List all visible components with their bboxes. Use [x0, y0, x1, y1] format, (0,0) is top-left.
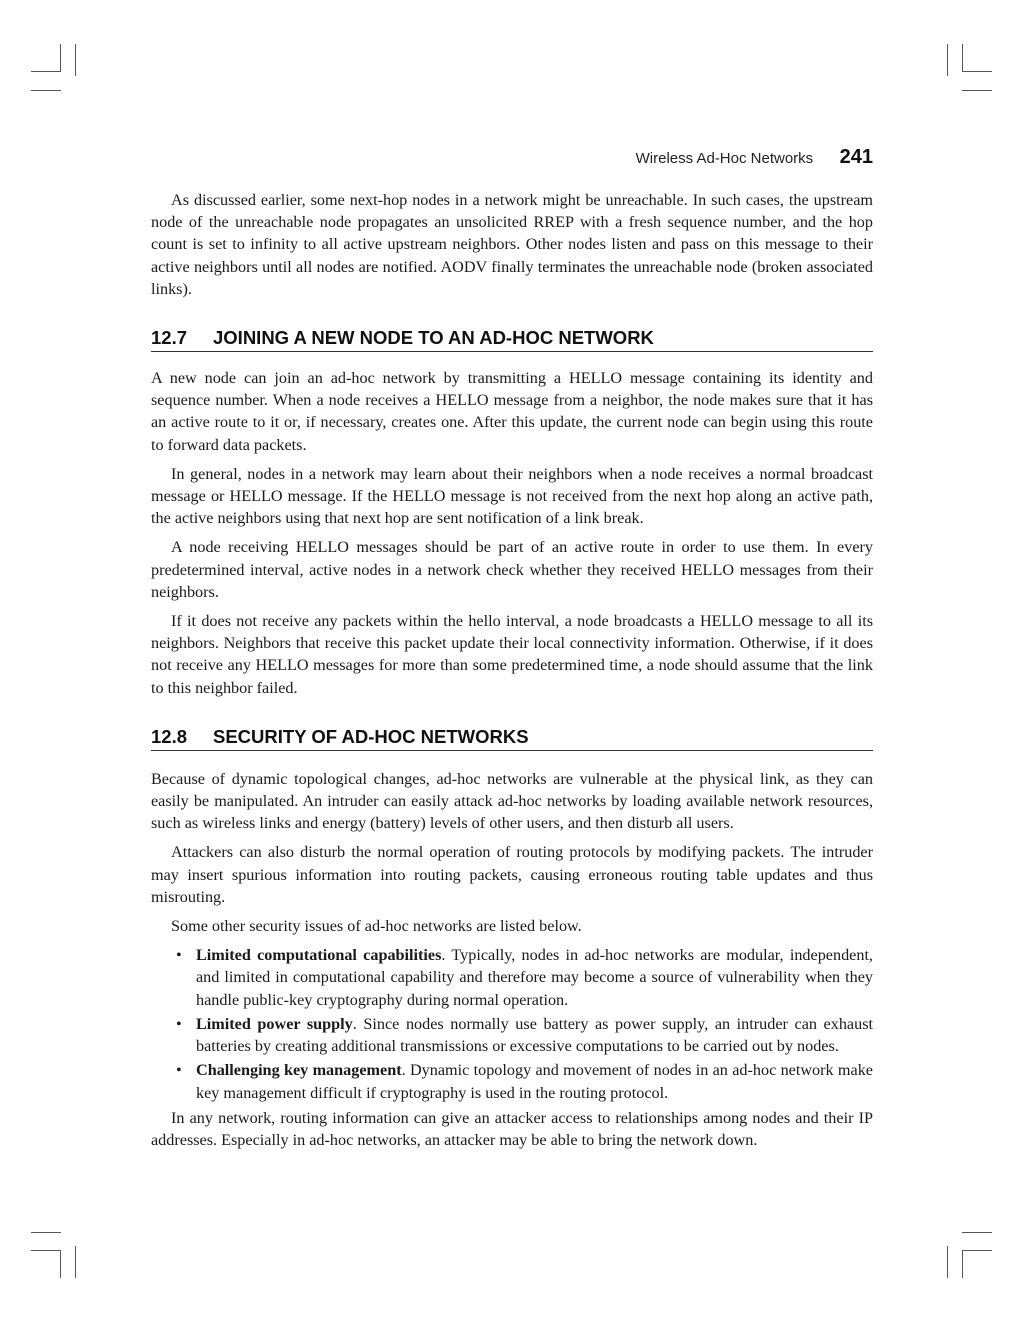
crop-mark — [31, 71, 61, 72]
crop-mark — [962, 90, 992, 91]
list-item — [151, 1059, 873, 1103]
intro-paragraph: As discussed earlier, some next-hop nodes in a network might be unreachable. In such cases, the upstream node of the unreachable node propagates an unsolicited RREP with a fresh sequence number, and the hop count is set to infinity to all active upstream neighbors. Other nodes listen and pass on this message to their active neighbors until all nodes are notified. AODV finally terminates the unreachable node (broken associated links). — [151, 191, 873, 298]
bullet-text: . Dynamic topology and movement of nodes in an ad-hoc network make key management difficult if cryptography is used in the routing protocol. — [196, 1061, 873, 1102]
crop-mark — [962, 1232, 992, 1233]
page-header — [151, 146, 873, 172]
crop-mark — [75, 44, 76, 76]
crop-mark — [962, 1250, 963, 1278]
bullet-text: . Typically, nodes in ad-hoc networks are modular, independent, and limited in computational capability and therefore may become a source of vulnerability when they handle public-key cryptography during normal operation. — [196, 946, 873, 1009]
body-paragraph: In general, nodes in a network may learn about their neighbors when a node receives a normal broadcast message or HELLO message. If the HELLO message is not received from the next hop along an active path, the active neighbors using that next hop are sent notification of a link break. — [151, 464, 873, 528]
section-heading-12-7 — [151, 327, 873, 352]
section-title: JOINING A NEW NODE TO AN AD-HOC NETWORK — [213, 327, 654, 349]
body-paragraph: If it does not receive any packets within the hello interval, a node broadcasts a HELLO message to all its neighbors. Neighbors that receive this packet update their local connectivity information. Otherwise, if it does not receive any HELLO messages for more than some predetermined time, a node should assume that the link to this neighbor failed. — [151, 612, 873, 697]
body-paragraph: A new node can join an ad-hoc network by transmitting a HELLO message containing its identity and sequence number. When a node receives a HELLO message from a neighbor, the node makes sure that it has an active route to it or, if necessary, creates one. After this update, the current node can begin using this route to forward data packets. — [151, 369, 873, 454]
crop-mark — [31, 1250, 61, 1251]
list-item — [151, 944, 873, 1011]
crop-mark — [31, 90, 61, 91]
security-issues-list — [151, 944, 873, 1103]
crop-mark — [947, 1246, 948, 1278]
bullet-term: Limited power supply — [196, 1014, 353, 1033]
crop-mark — [75, 1246, 76, 1278]
bullet-icon: • — [176, 1061, 182, 1080]
crop-mark — [60, 1250, 61, 1278]
bullet-icon: • — [176, 946, 182, 965]
section-heading-12-8 — [151, 726, 873, 751]
crop-mark — [962, 1250, 992, 1251]
bullet-term: Challenging key management — [196, 1061, 402, 1080]
crop-mark — [31, 1232, 61, 1233]
bullet-icon: • — [176, 1014, 182, 1033]
section-number: 12.7 — [151, 327, 188, 349]
body-paragraph: Some other security issues of ad-hoc networks are listed below. — [171, 917, 582, 936]
list-item — [151, 1013, 873, 1057]
page-body — [151, 189, 873, 1151]
crop-mark — [962, 44, 963, 72]
body-paragraph: Attackers can also disturb the normal operation of routing protocols by modifying packets. The intruder may insert spurious information into routing packets, causing erroneous routing table updates and thus misrouting. — [151, 843, 873, 906]
crop-mark — [962, 71, 992, 72]
crop-mark — [60, 44, 61, 72]
page-number: 241 — [839, 146, 873, 168]
section-number: 12.8 — [151, 725, 188, 747]
body-paragraph: A node receiving HELLO messages should be part of an active route in order to use them. In every predetermined interval, active nodes in a network check whether they received HELLO messages from their neighbors. — [151, 538, 873, 601]
crop-mark — [947, 44, 948, 76]
body-paragraph: Because of dynamic topological changes, ad-hoc networks are vulnerable at the physical link, as they can easily be manipulated. An intruder can easily attack ad-hoc networks by loading available network resources, such as wireless links and energy (battery) levels of other users, and then disturb all users. — [151, 769, 873, 833]
running-title: Wireless Ad-Hoc Networks — [635, 150, 814, 167]
closing-paragraph: In any network, routing information can give an attacker access to relationships among nodes and their IP addresses. Especially in ad-hoc networks, an attacker may be able to bring the network down. — [151, 1108, 873, 1149]
section-title: SECURITY OF AD-HOC NETWORKS — [213, 725, 529, 747]
bullet-text: . Since nodes normally use battery as power supply, an intruder can exhaust batteries by creating additional transmissions or excessive computations to be carried out by nodes. — [196, 1014, 873, 1056]
bullet-term: Limited computational capabilities — [196, 946, 442, 965]
